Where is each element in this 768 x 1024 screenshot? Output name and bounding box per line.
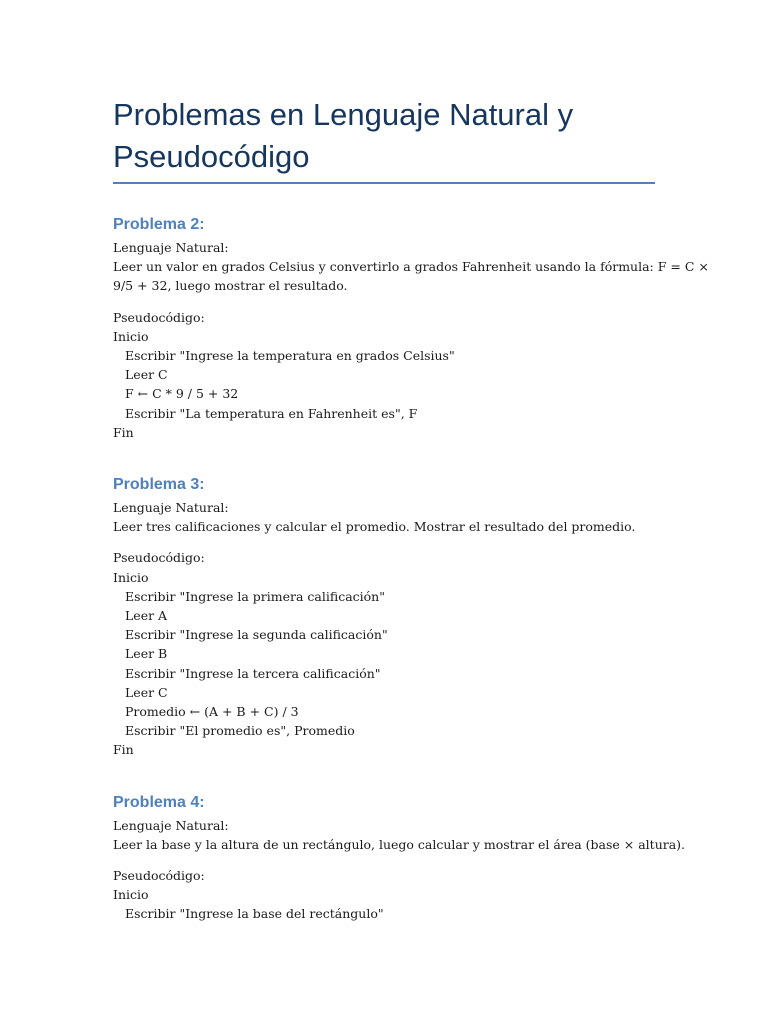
pseudocode-line: F ← C * 9 / 5 + 32 <box>125 386 239 402</box>
document-title: Problemas en Lenguaje Natural y Pseudocódigo <box>113 97 574 174</box>
pseudocode-line: Escribir "Ingrese la base del rectángulo" <box>125 906 384 922</box>
natural-language-text: Leer un valor en grados Celsius y convertirlo a grados Fahrenheit usando la fórmula: F = C × <box>113 259 709 275</box>
pseudocode-start: Inicio <box>113 569 149 585</box>
pseudocode-block <box>113 327 655 442</box>
natural-language-label: Lenguaje Natural: <box>113 500 229 516</box>
pseudocode-label: Pseudocódigo: <box>113 868 205 884</box>
pseudocode-line: Escribir "El promedio es", Promedio <box>125 723 355 739</box>
natural-language-label: Lenguaje Natural: <box>113 240 229 255</box>
problem-heading: Problema 3: <box>113 476 205 494</box>
pseudocode-label: Pseudocódigo: <box>113 309 205 325</box>
natural-language-text: 9/5 + 32, luego mostrar el resultado. <box>113 278 348 294</box>
natural-language-text: Leer tres calificaciones y calcular el promedio. Mostrar el resultado del promedio. <box>113 519 636 535</box>
problem-section-4 <box>113 760 686 924</box>
document-page <box>113 0 709 924</box>
problem-heading: Problema 4: <box>113 793 205 811</box>
pseudocode-line: Escribir "Ingrese la temperatura en grados Celsius" <box>125 348 455 364</box>
pseudocode-line: Leer B <box>125 646 168 662</box>
problem-section-3 <box>113 442 655 760</box>
pseudocode-line: Leer C <box>125 367 168 383</box>
pseudocode-line: Escribir "La temperatura en Fahrenheit es", F <box>125 405 418 421</box>
pseudocode-line: Leer A <box>125 608 168 624</box>
pseudocode-start: Inicio <box>113 328 149 344</box>
problem-section-2 <box>113 184 709 442</box>
pseudocode-line: Escribir "Ingrese la primera calificación" <box>125 588 385 604</box>
natural-language-label: Lenguaje Natural: <box>113 817 229 833</box>
pseudocode-end: Fin <box>113 742 134 758</box>
pseudocode-start: Inicio <box>113 887 149 903</box>
pseudocode-end: Fin <box>113 424 134 440</box>
problem-heading: Problema 2: <box>113 216 205 233</box>
pseudocode-line: Leer C <box>125 684 168 700</box>
pseudocode-line: Escribir "Ingrese la segunda calificación" <box>125 627 388 643</box>
pseudocode-block <box>113 885 655 923</box>
pseudocode-block <box>113 568 655 760</box>
pseudocode-line: Escribir "Ingrese la tercera calificación" <box>125 665 381 681</box>
pseudocode-label: Pseudocódigo: <box>113 550 205 566</box>
pseudocode-line: Promedio ← (A + B + C) / 3 <box>125 704 299 720</box>
natural-language-text: Leer la base y la altura de un rectángulo, luego calcular y mostrar el área (base × altura). <box>113 836 686 852</box>
